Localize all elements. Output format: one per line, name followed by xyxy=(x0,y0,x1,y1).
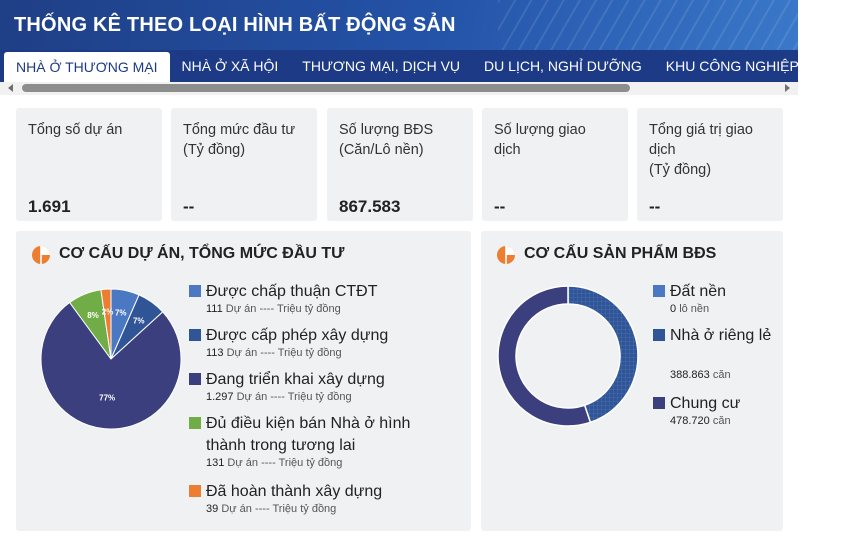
legend-count: 113 xyxy=(206,347,224,359)
legend-swatch xyxy=(189,285,201,297)
stat-value: -- xyxy=(183,197,195,216)
legend-count: 0 xyxy=(670,303,677,315)
main-content xyxy=(0,95,798,537)
legend-name: Chung cư xyxy=(670,395,741,412)
scroll-left-icon[interactable] xyxy=(8,84,13,92)
pie-data-label: 2% xyxy=(101,307,114,317)
pie-chart-icon xyxy=(31,245,51,265)
legend-invest-unit: Triệu tỷ đồng xyxy=(276,303,341,315)
stat-label: Tổng giá trị giao dịch (Tỷ đồng) xyxy=(649,122,753,178)
legend-swatch xyxy=(189,485,201,497)
pie-data-label: 8% xyxy=(87,310,99,320)
legend-invest: ---- xyxy=(270,391,285,403)
legend-invest: ---- xyxy=(254,503,270,515)
legend-unit: căn xyxy=(712,369,731,381)
legend-sub xyxy=(206,303,341,315)
stat-card-total-projects xyxy=(16,108,162,221)
project-pie-chart xyxy=(31,279,191,439)
legend-invest: ---- xyxy=(260,347,275,359)
donut-slice-1[interactable] xyxy=(568,286,638,422)
legend-name: Đang triển khai xây dựng xyxy=(206,371,385,388)
tab-bar xyxy=(0,50,844,82)
legend-name: Đã hoàn thành xây dựng xyxy=(206,483,383,500)
legend-invest-unit: Triệu tỷ đồng xyxy=(287,391,352,403)
legend-swatch xyxy=(653,329,665,341)
legend-invest: ---- xyxy=(259,303,275,315)
legend-unit: Dự án xyxy=(236,391,268,403)
legend-unit: lô nền xyxy=(679,303,710,315)
legend-sub xyxy=(206,503,336,515)
stat-card-property-count xyxy=(327,108,473,221)
project-panel-title: CƠ CẤU DỰ ÁN, TỔNG MỨC ĐẦU TƯ xyxy=(59,245,345,262)
tab-commercial-housing[interactable]: NHÀ Ở THƯƠNG MẠI xyxy=(4,52,170,82)
legend-swatch xyxy=(653,397,665,409)
tab-tourism-resort[interactable]: DU LỊCH, NGHỈ DƯỠNG xyxy=(484,58,642,74)
stat-card-transaction-value xyxy=(637,108,783,221)
tab-commercial-services[interactable]: THƯƠNG MẠI, DỊCH VỤ xyxy=(302,58,461,74)
pie-data-label: 77% xyxy=(99,393,116,403)
legend-count: 111 xyxy=(206,303,223,315)
legend-unit: Dự án xyxy=(227,457,259,469)
legend-name: Nhà ở riêng lẻ xyxy=(670,327,772,344)
pie-data-label: 7% xyxy=(114,308,127,318)
legend-swatch xyxy=(189,417,201,429)
legend-count: 1.297 xyxy=(206,391,234,403)
stat-value: -- xyxy=(649,197,661,216)
legend-swatch xyxy=(653,285,665,297)
legend-name: Được chấp thuận CTĐT xyxy=(206,283,378,300)
legend-count: 478.720 xyxy=(670,415,710,427)
pie-data-label: 7% xyxy=(132,316,145,326)
scroll-right-icon[interactable] xyxy=(785,84,790,92)
legend-invest: ---- xyxy=(261,457,276,469)
legend-invest-unit: Triệu tỷ đồng xyxy=(278,457,343,469)
legend-sub xyxy=(670,369,731,381)
legend-name: Đất nền xyxy=(670,283,727,300)
legend-count: 131 xyxy=(206,457,225,469)
scroll-thumb[interactable] xyxy=(22,84,630,92)
legend-count: 388.863 xyxy=(670,369,710,381)
legend-sub xyxy=(206,347,342,359)
legend-sub xyxy=(206,457,342,469)
stat-card-total-investment xyxy=(171,108,317,221)
legend-unit: Dự án xyxy=(225,303,257,315)
tab-scrollbar[interactable] xyxy=(0,82,798,95)
project-structure-panel xyxy=(16,231,471,531)
legend-unit: căn xyxy=(712,415,731,427)
legend-count: 39 xyxy=(206,503,219,515)
legend-name: Được cấp phép xây dựng xyxy=(206,327,389,344)
stat-value: -- xyxy=(494,197,506,216)
legend-name: Đủ điều kiện bán Nhà ở hình thành trong tương lai xyxy=(206,415,411,454)
legend-unit: Dự án xyxy=(226,347,258,359)
legend-sub xyxy=(670,415,731,427)
product-donut-chart xyxy=(493,281,643,431)
tab-social-housing[interactable]: NHÀ Ở XÃ HỘI xyxy=(181,58,279,74)
stat-value: 867.583 xyxy=(339,197,401,216)
tab-more[interactable]: CH xyxy=(822,58,844,74)
product-panel-title: CƠ CẤU SẢN PHẨM BĐS xyxy=(524,245,717,262)
stat-label: Số lượng BĐS (Căn/Lô nền) xyxy=(339,122,434,158)
legend-invest-unit: Triệu tỷ đồng xyxy=(277,347,342,359)
stat-label: Tổng mức đầu tư (Tỷ đồng) xyxy=(183,122,296,158)
stat-label: Tổng số dự án xyxy=(28,122,123,138)
stat-label: Số lượng giao dịch xyxy=(494,122,586,158)
legend-sub xyxy=(206,391,352,403)
legend-unit: Dự án xyxy=(221,503,252,515)
page-header xyxy=(0,0,798,50)
pie-chart-icon xyxy=(496,245,516,265)
legend-swatch xyxy=(189,373,201,385)
product-structure-panel xyxy=(481,231,783,531)
page-title: THỐNG KÊ THEO LOẠI HÌNH BẤT ĐỘNG SẢN xyxy=(14,14,456,36)
legend-swatch xyxy=(189,329,201,341)
stat-card-transaction-count xyxy=(482,108,628,221)
stat-value: 1.691 xyxy=(28,197,71,216)
tab-industrial-park[interactable]: KHU CÔNG NGHIỆP xyxy=(665,58,799,74)
donut-slice-2[interactable] xyxy=(498,286,590,426)
legend-invest-unit: Triệu tỷ đồng xyxy=(272,503,337,515)
legend-sub xyxy=(670,303,709,315)
